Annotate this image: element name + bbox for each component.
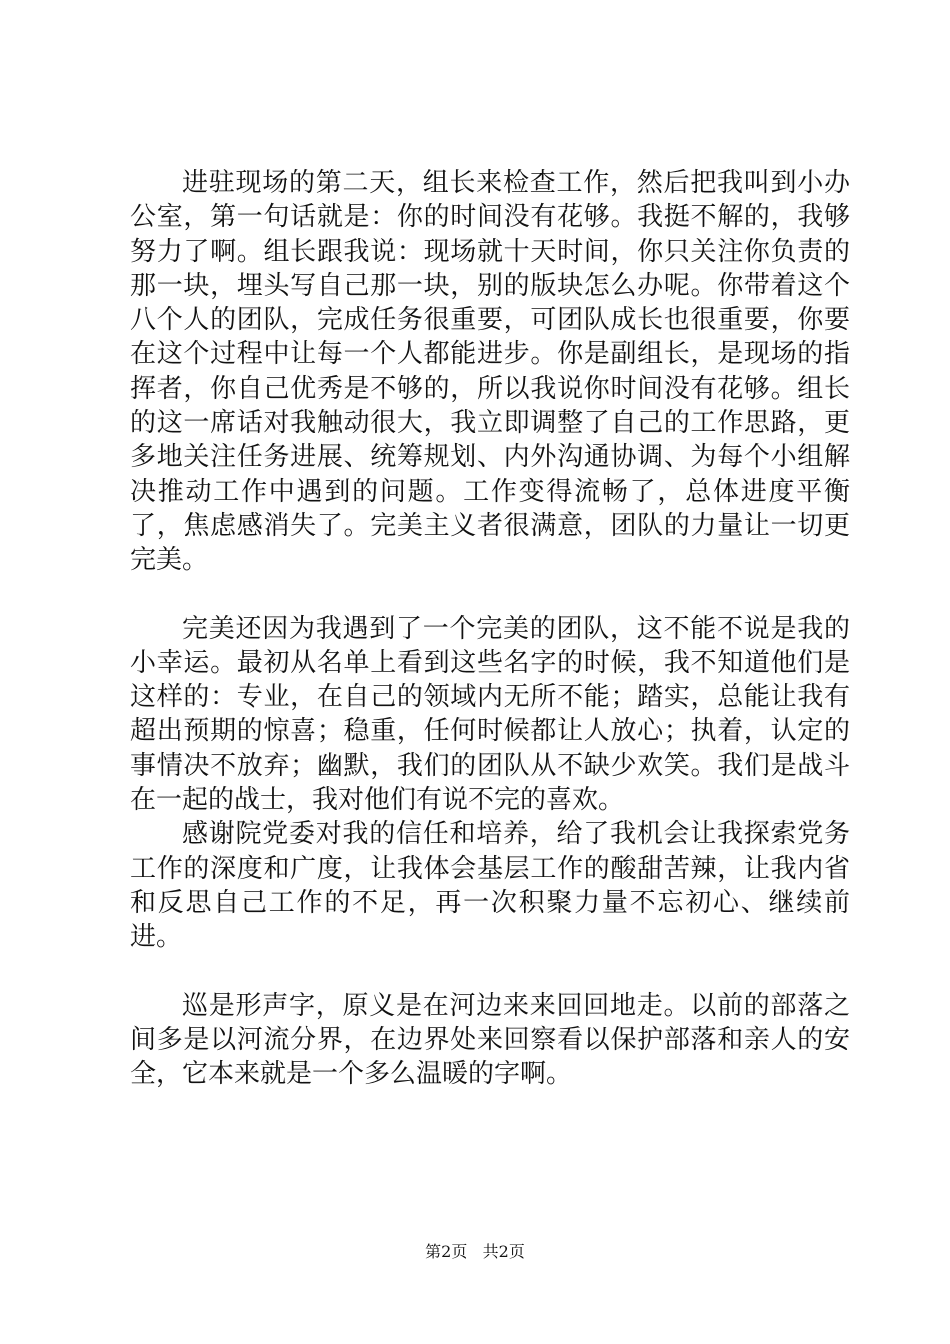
- footer-separator: [472, 1242, 477, 1261]
- page-number: 第2页: [425, 1242, 468, 1261]
- paragraph-2: 完美还因为我遇到了一个完美的团队，这不能不说是我的小幸运。最初从名单上看到这些名字的时候，我不知道他们是这样的：专业，在自己的领域内无所不能；踏实，总能让我有超出预期的惊喜；稳重，任何时候都让人放心；执着，认定的事情决不放弃；幽默，我们的团队从不缺少欢笑。我们是战斗在一起的战士，我对他们有说不完的喜欢。: [130, 613, 850, 816]
- paragraph-3: 感谢院党委对我的信任和培养，给了我机会让我探索党务工作的深度和广度，让我体会基层工作的酸甜苦辣，让我内省和反思自己工作的不足，再一次积聚力量不忘初心、继续前进。: [130, 819, 850, 953]
- paragraph-1: 进驻现场的第二天，组长来检查工作，然后把我叫到小办公室，第一句话就是：你的时间没有花够。我挺不解的，我够努力了啊。组长跟我说：现场就十天时间，你只关注你负责的那一块，埋头写自己那一块，别的版块怎么办呢。你带着这个八个人的团队，完成任务很重要，可团队成长也很重要，你要在这个过程中让每一个人都能进步。你是副组长，是现场的指挥者，你自己优秀是不够的，所以我说你时间没有花够。组长的这一席话对我触动很大，我立即调整了自己的工作思路，更多地关注任务进展、统筹规划、内外沟通协调、为每个小组解决推动工作中遇到的问题。工作变得流畅了，总体进度平衡了，焦虑感消失了。完美主义者很满意，团队的力量让一切更完美。: [130, 168, 850, 576]
- total-pages: 共2页: [482, 1242, 525, 1261]
- document-body: [130, 166, 850, 1091]
- page-footer: [0, 1241, 950, 1263]
- paragraph-4: 巡是形声字，原义是在河边来来回回地走。以前的部落之间多是以河流分界，在边界处来回察看以保护部落和亲人的安全，它本来就是一个多么温暖的字啊。: [130, 990, 850, 1090]
